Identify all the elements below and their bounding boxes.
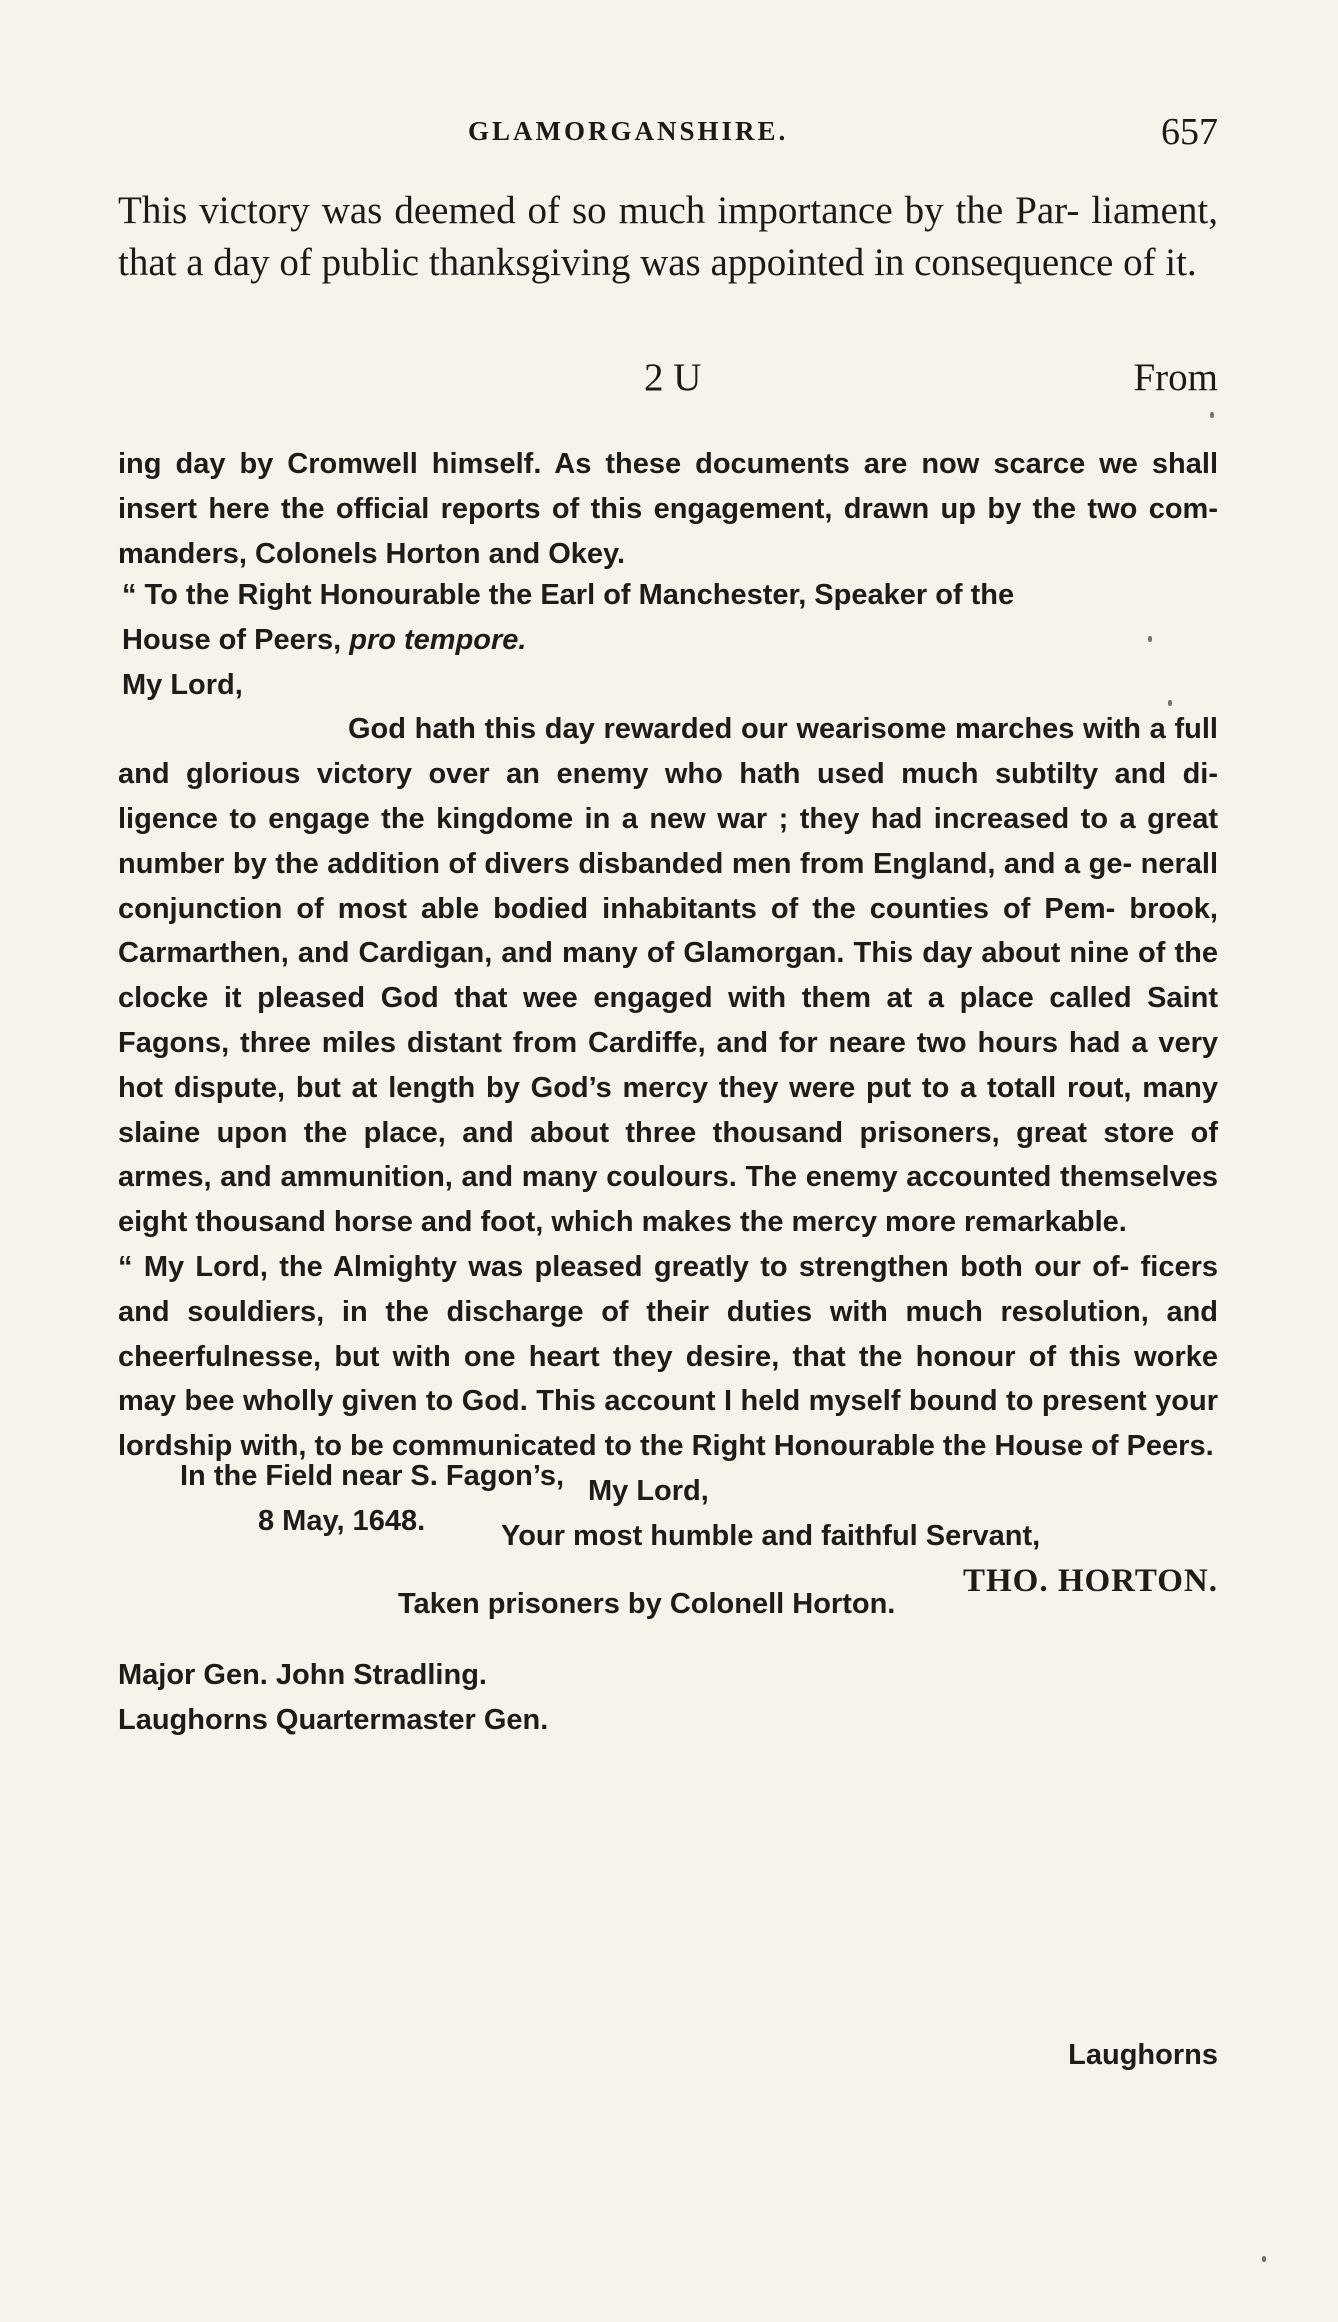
lead-line: This victory was deemed of so much importance by the Par- [118, 189, 1092, 232]
letter-line: ligence to engage the kingdome in a new war ; they had increased to a great [118, 802, 1218, 835]
letter-line: full and glorious victory over an enemy who hath used much subtilty and di- [118, 713, 1218, 791]
running-head [118, 112, 1218, 152]
letter-line: the mercy more remarkable. [739, 1206, 1127, 1239]
address-line-2-prefix: House of Peers, [122, 623, 350, 656]
letter-line: put to a totall rout, many slaine upon the place, and about three thousand [118, 1071, 1218, 1149]
intro-line: manders, Colonels Horton and Okey. [118, 537, 626, 570]
lead-line: liament, that a day of public thanksgiving was appointed in [118, 189, 1218, 284]
letter-line: House of Peers. [994, 1430, 1214, 1463]
place-and-date [118, 1454, 1080, 1544]
date-line: 8 May, 1648. [258, 1504, 426, 1537]
letter-line: two hours had a very hot dispute, but at length by God’s mercy they were [118, 1026, 1219, 1104]
letter-line: prisoners, great store of armes, and ammunition, and many coulours. The [118, 1116, 1218, 1194]
running-title: GLAMORGANSHIRE. [468, 116, 789, 146]
letter-line: about nine of the clocke it pleased God that wee engaged with them at a [118, 937, 1219, 1015]
intro-line: ing day by Cromwell himself. As these documents are now scarce we shall [118, 448, 1218, 480]
intro-paragraph [118, 442, 1218, 576]
closing-my-lord: My Lord, [588, 1474, 709, 1507]
address-line [118, 618, 1218, 663]
letter-line: ficers and souldiers, in the discharge of their duties with much resolution, [118, 1250, 1218, 1328]
letter-line: enemy accounted themselves eight thousand horse and foot, which makes [118, 1161, 1218, 1239]
lead-line: consequence of it. [914, 241, 1197, 284]
print-speck [1168, 700, 1172, 706]
letter-line: “ My Lord, the Almighty was pleased greatly to strengthen both our of- [118, 1250, 1141, 1283]
page-number: 657 [1161, 111, 1218, 153]
signature-row [118, 355, 1218, 405]
print-speck [1148, 636, 1152, 642]
prisoners-heading: Taken prisoners by Colonell Horton. [398, 1588, 896, 1620]
letter-line: and cheerfulnesse, but with one heart they desire, that the honour of this [118, 1295, 1218, 1373]
lead-paragraph [118, 185, 1218, 289]
letter [118, 573, 1218, 1603]
signatory: THO. HORTON. [962, 1562, 1218, 1599]
address-line [118, 573, 1218, 618]
prisoners-list [118, 1582, 1218, 1742]
letter-line: brook, Carmarthen, and Cardigan, and many of Glamorgan. This day [118, 892, 1218, 970]
letter-line: present your lordship with, to be communicated to the Right Honourable the [118, 1385, 1218, 1463]
prisoner-item: Major Gen. John Stradling. [118, 1658, 487, 1691]
letter-line: place called Saint Fagons, three miles distant from Cardiffe, and for neare [118, 982, 1218, 1059]
catchword-bottom: Laughorns [1068, 2039, 1218, 2071]
intro-line: insert here the official reports of this engagement, drawn up by the two com- [118, 492, 1218, 525]
print-speck [1262, 2256, 1266, 2262]
letter-paragraph-1 [118, 707, 1218, 1245]
salutation: My Lord, [122, 668, 243, 701]
letter-line: number by the addition of divers disbanded men from England, and a ge- [118, 847, 1141, 880]
catchword-top: From [1133, 356, 1218, 399]
signature-mark: 2 U [644, 356, 702, 399]
address-line-2-italic: pro tempore. [349, 623, 527, 656]
closing-servant: Your most humble and faithful Servant, [501, 1519, 1041, 1552]
letter-paragraph-2 [118, 1245, 1218, 1469]
letter-line: nerall conjunction of most able bodied inhabitants of the counties of Pem- [118, 847, 1218, 925]
place-line: In the Field near S. Fagon’s, [180, 1460, 565, 1492]
spacer [118, 1627, 1218, 1653]
address-line-1: “ To the Right Honourable the Earl of Manchester, Speaker of the [122, 579, 1015, 611]
letter-line: worke may bee wholly given to God. This account I held myself bound to [118, 1340, 1218, 1418]
prisoner-item: Laughorns Quartermaster Gen. [118, 1703, 549, 1736]
letter-line: God hath this day rewarded our wearisome marches with a [348, 713, 1175, 746]
print-speck [1210, 412, 1214, 418]
